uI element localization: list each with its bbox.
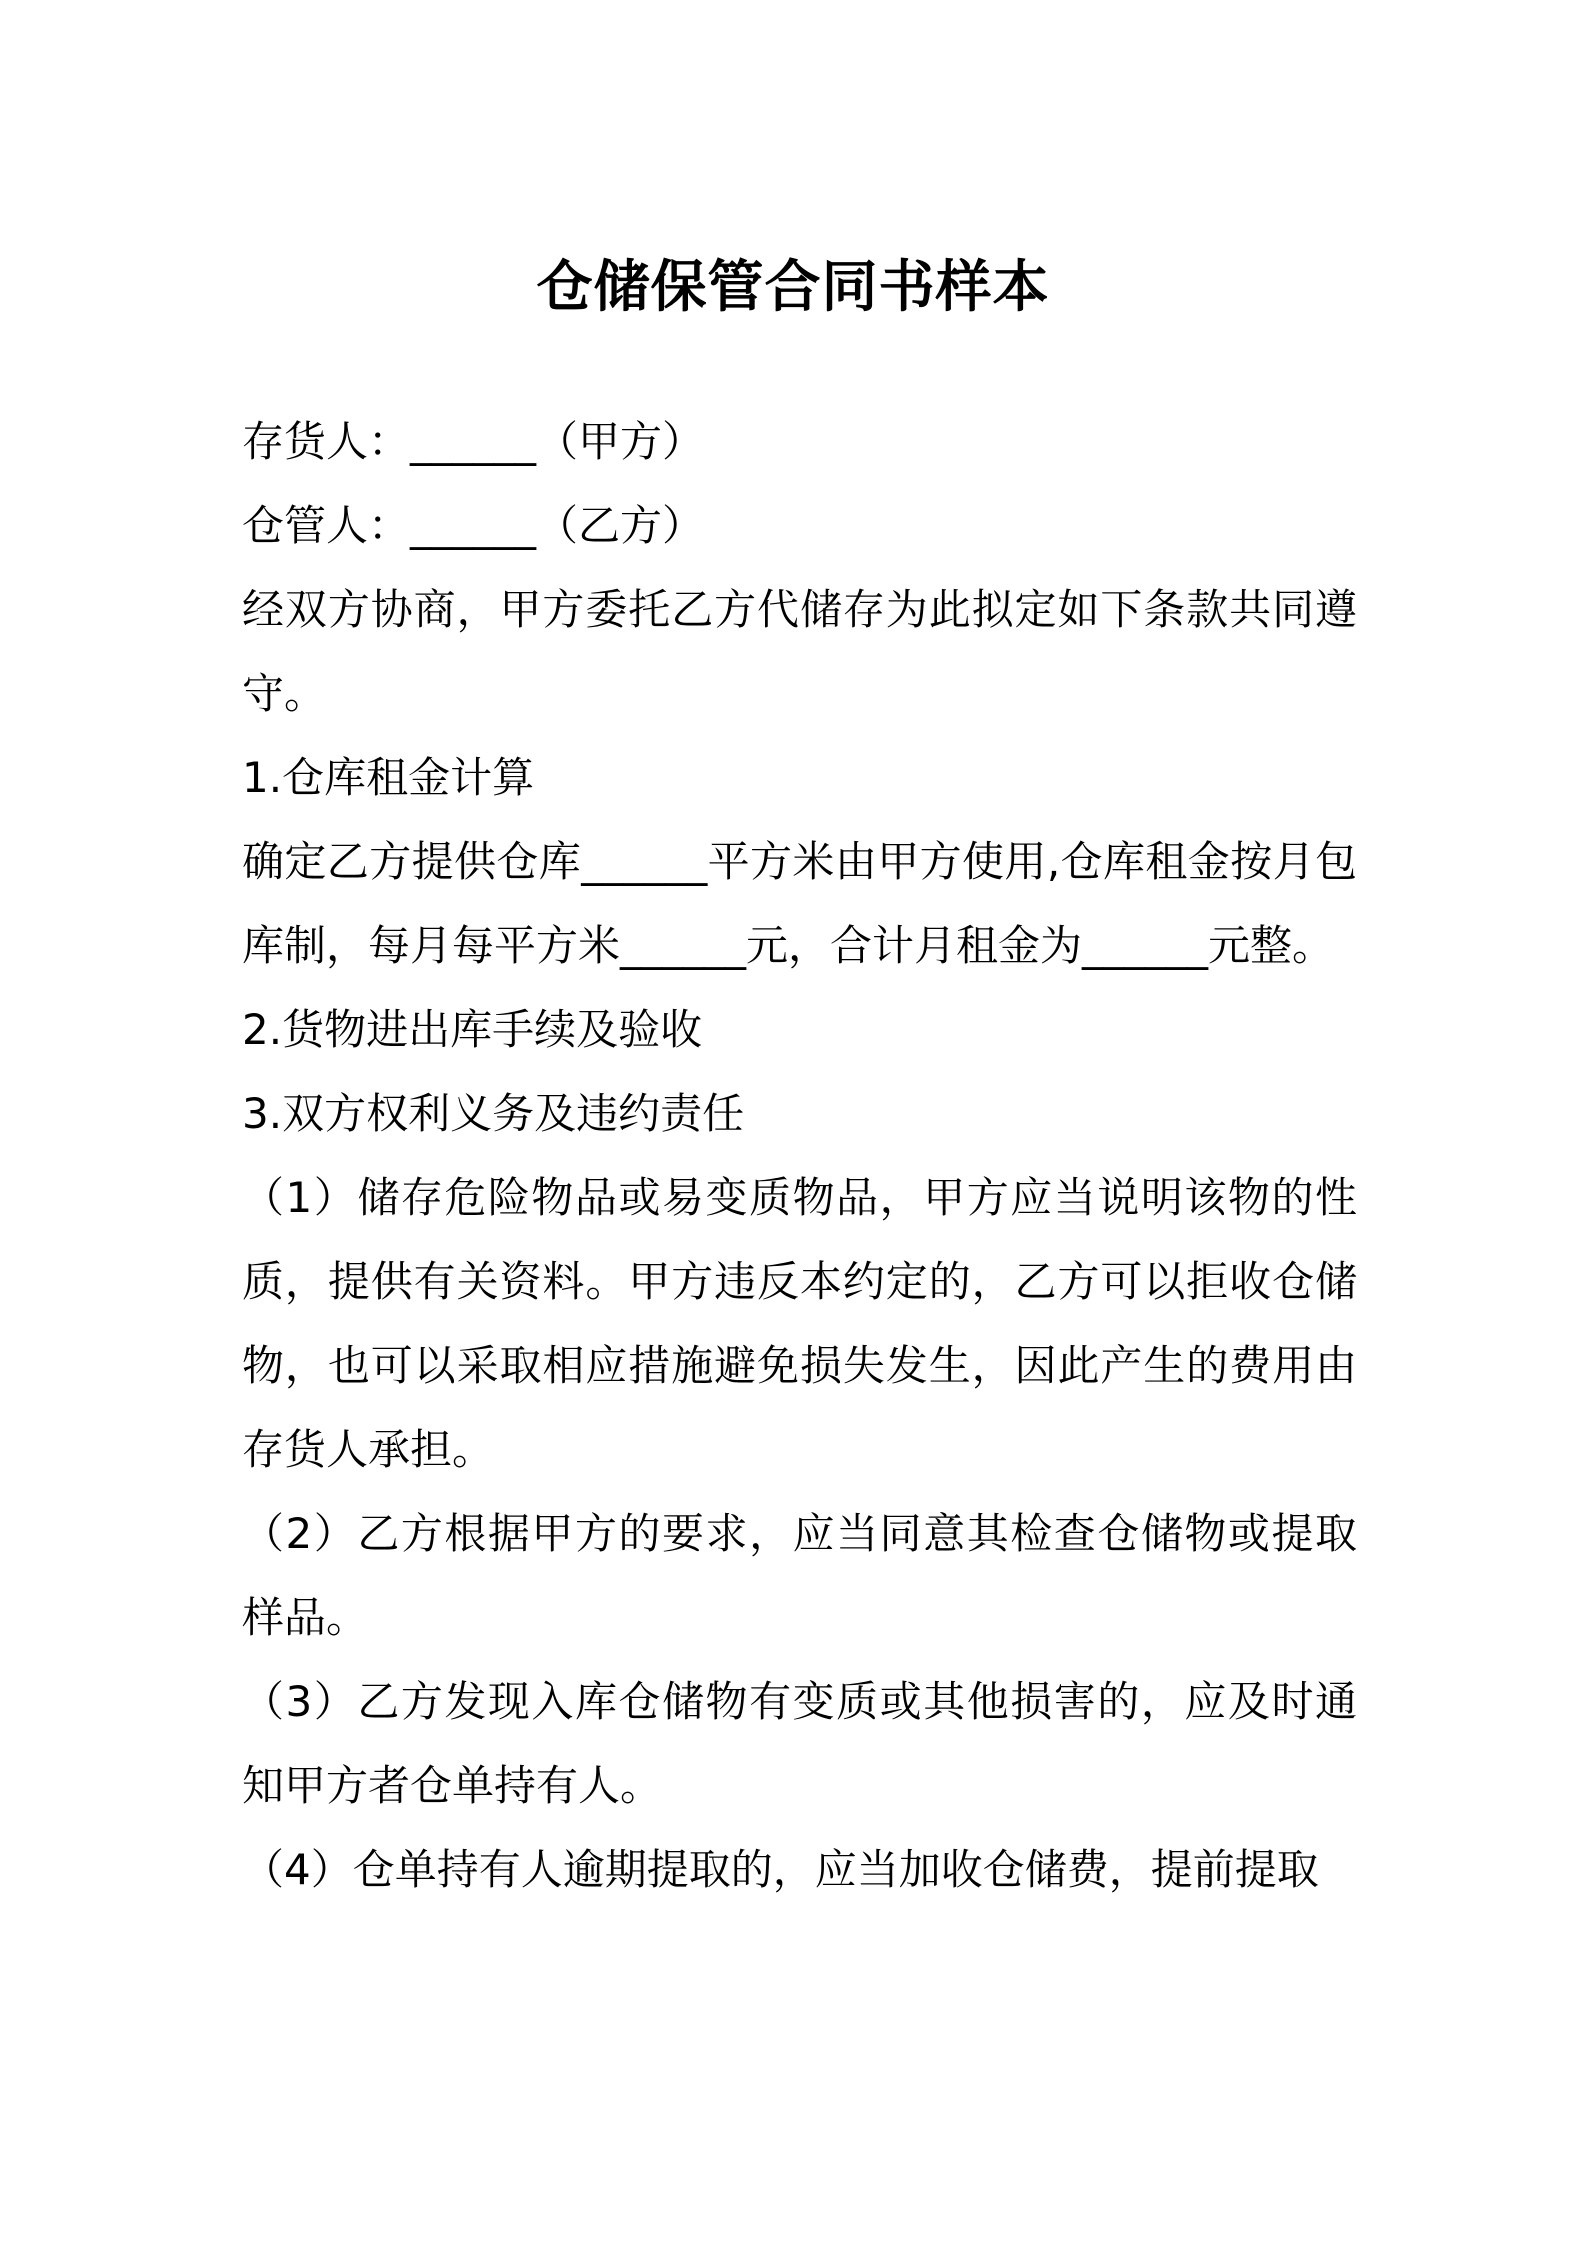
party-a-line: 存货人：______（甲方）	[242, 417, 705, 466]
document-title: 仓储保管合同书样本	[536, 255, 1050, 320]
item-1-paragraph: （1）储存危险物品或易变质物品，甲方应当说明该物的性质，提供有关资料。甲方违反本约定的，乙方可以拒收仓储物，也可以采取相应措施避免损失发生，因此产生的费用由存货人承担。	[242, 1173, 1357, 1474]
item-2-paragraph: （2）乙方根据甲方的要求，应当同意其检查仓储物或提取样品。	[242, 1509, 1357, 1642]
section-1-paragraph: 确定乙方提供仓库______平方米由甲方使用,仓库租金按月包库制，每月每平方米______元，合计月租金为______元整。	[242, 837, 1357, 970]
item-4-paragraph: （4）仓单持有人逾期提取的，应当加收仓储费，提前提取	[242, 1845, 1319, 1894]
document-body	[242, 400, 1357, 1912]
party-b-line: 仓管人：______（乙方）	[242, 501, 705, 550]
section-1-heading: 1.仓库租金计算	[242, 753, 535, 802]
section-2-heading: 2.货物进出库手续及验收	[242, 1005, 703, 1054]
intro-paragraph: 经双方协商，甲方委托乙方代储存为此拟定如下条款共同遵守。	[242, 585, 1357, 718]
section-3-heading: 3.双方权利义务及违约责任	[242, 1089, 745, 1138]
item-3-paragraph: （3）乙方发现入库仓储物有变质或其他损害的，应及时通知甲方者仓单持有人。	[242, 1677, 1357, 1810]
